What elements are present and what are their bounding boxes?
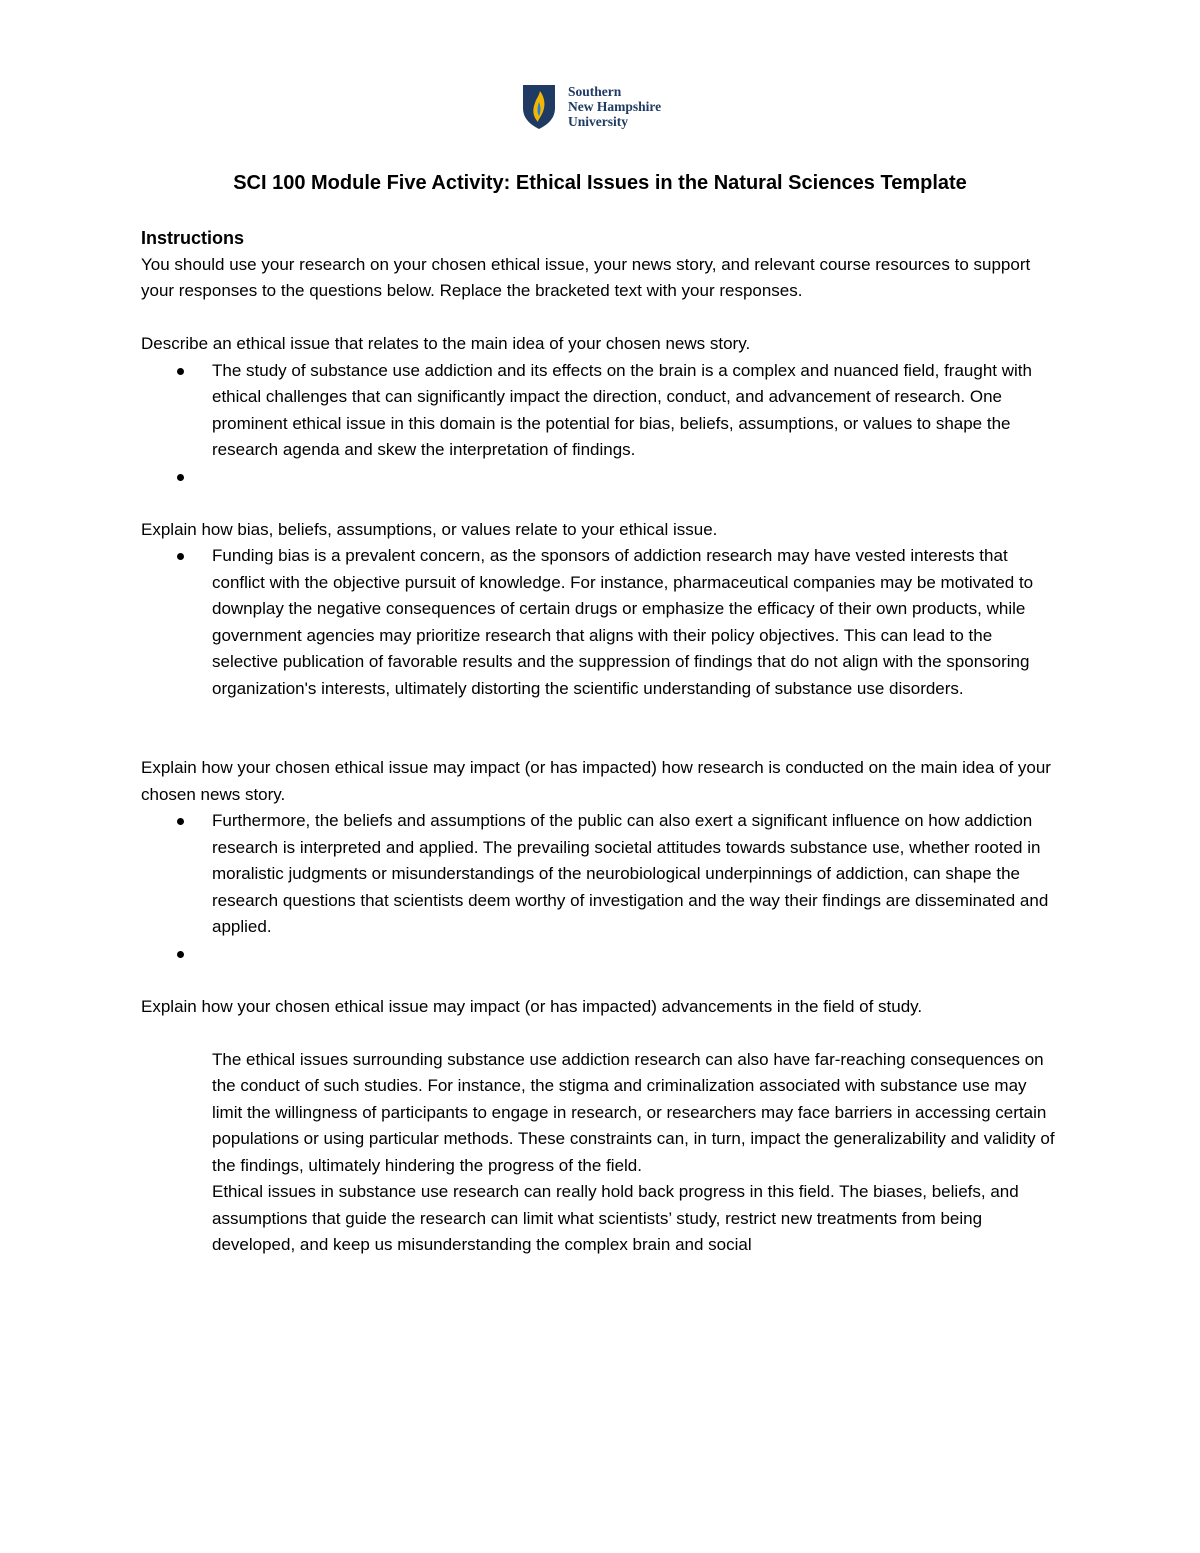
document-title: SCI 100 Module Five Activity: Ethical Issues in the Natural Sciences Template bbox=[233, 172, 967, 194]
question-1-answer: The study of substance use addiction and its effects on the brain is a complex and nuanced field, fraught with ethical challenges that can significantly impact the direction, conduct, and advancement of research. One prominent ethical issue in this domain is the potential for bias, beliefs, assumptions, or values to shape the research agenda and skew the interpretation of findings. bbox=[212, 360, 1032, 459]
logo-wordmark bbox=[568, 84, 661, 129]
bullet-icon bbox=[177, 818, 184, 825]
list-item bbox=[141, 808, 1061, 941]
logo-line-3: University bbox=[568, 114, 628, 129]
bullet-icon bbox=[177, 474, 184, 481]
bullet-icon bbox=[177, 951, 184, 958]
list-item bbox=[141, 543, 1061, 702]
question-3-prompt: Explain how your chosen ethical issue may impact (or has impacted) how research is conducted on the main idea of your chosen news story. bbox=[141, 758, 1051, 804]
bullet-icon bbox=[177, 553, 184, 560]
logo-line-1: Southern bbox=[568, 84, 622, 99]
question-4-answer-paragraph-2: Ethical issues in substance use research can really hold back progress in this field. The biases, beliefs, and assumptions that guide the research can limit what scientists’ study, restrict new treatments from being developed, and keep us misunderstanding the complex brain and social bbox=[212, 1182, 1019, 1254]
instructions-text: You should use your research on your chosen ethical issue, your news story, and relevant course resources to support your responses to the questions below. Replace the bracketed text with your responses. bbox=[141, 254, 1031, 300]
university-logo bbox=[522, 84, 661, 130]
question-4-answer-paragraph-1: The ethical issues surrounding substance use addiction research can also have far-reaching consequences on the conduct of such studies. For instance, the stigma and criminalization associated with substance use may limit the willingness of participants to engage in research, or researchers may face barriers in accessing certain populations or using particular methods. These constraints can, in turn, impact the generalizability and validity of the findings, ultimately hindering the progress of the field. bbox=[212, 1049, 1055, 1175]
document-body bbox=[141, 225, 1061, 1259]
bullet-icon bbox=[177, 368, 184, 375]
question-1-answers bbox=[141, 358, 1061, 491]
shield-flame-icon bbox=[522, 84, 556, 130]
instructions-heading: Instructions bbox=[141, 228, 245, 248]
question-4-prompt: Explain how your chosen ethical issue may impact (or has impacted) advancements in the field of study. bbox=[141, 996, 923, 1016]
list-item-empty bbox=[141, 941, 1061, 968]
question-2-answers bbox=[141, 543, 1061, 702]
list-item-empty bbox=[141, 464, 1061, 491]
question-2-prompt: Explain how bias, beliefs, assumptions, or values relate to your ethical issue. bbox=[141, 519, 718, 539]
question-3-answer: Furthermore, the beliefs and assumptions of the public can also exert a significant influence on how addiction research is interpreted and applied. The prevailing societal attitudes towards substance use, whether rooted in moralistic judgments or misunderstandings of the neurobiological underpinnings of addiction, can shape the research questions that scientists deem worthy of investigation and the way their findings are disseminated and applied. bbox=[212, 811, 1049, 936]
question-2-answer: Funding bias is a prevalent concern, as the sponsors of addiction research may have vested interests that conflict with the objective pursuit of knowledge. For instance, pharmaceutical companies may be motivated to downplay the negative consequences of certain drugs or emphasize the efficacy of their own products, while government agencies may prioritize research that aligns with their policy objectives. This can lead to the selective publication of favorable results and the suppression of findings that do not align with the sponsoring organization's interests, ultimately distorting the scientific understanding of substance use disorders. bbox=[212, 546, 1034, 698]
question-3-answers bbox=[141, 808, 1061, 967]
list-item bbox=[141, 358, 1061, 464]
logo-line-2: New Hampshire bbox=[568, 99, 662, 114]
question-1-prompt: Describe an ethical issue that relates to the main idea of your chosen news story. bbox=[141, 334, 751, 353]
